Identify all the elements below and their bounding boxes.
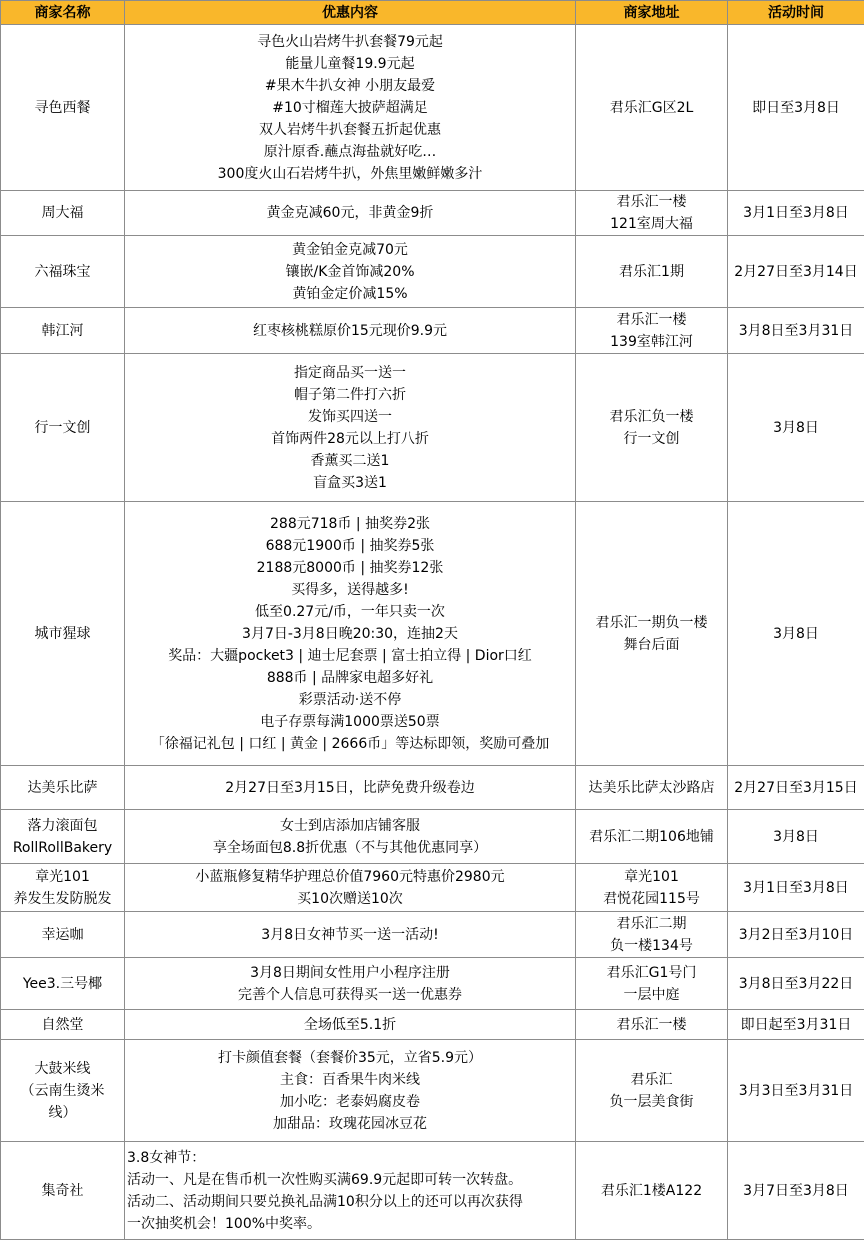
- cell-line: 舞台后面: [623, 636, 680, 653]
- activity-time-cell: [728, 502, 864, 766]
- cell-line: 主食：百香果牛肉米线: [280, 1071, 420, 1088]
- cell-line: 活动二、活动期间只要兑换礼品满10积分以上的还可以再次获得: [127, 1193, 523, 1210]
- table-row: [1, 308, 864, 354]
- cell-line: 加小吃：老泰妈腐皮卷: [280, 1093, 420, 1110]
- cell-line: 君悦花园115号: [603, 890, 700, 907]
- offer-content-cell: [125, 1010, 576, 1040]
- cell-line: 3月8日: [773, 625, 819, 642]
- cell-line: 享全场面包8.8折优惠（不与其他优惠同享）: [212, 839, 488, 856]
- cell-line: 即日起至3月31日: [740, 1016, 852, 1033]
- cell-line: 3月8日至3月31日: [738, 322, 854, 339]
- cell-line: 3月7日至3月8日: [743, 1182, 849, 1199]
- merchant-address-cell: [576, 766, 728, 810]
- cell-line: 3.8女神节：: [127, 1149, 206, 1166]
- cell-line: 3月3日至3月31日: [738, 1082, 854, 1099]
- cell-line: 达美乐比萨: [27, 779, 98, 796]
- cell-line: 盲盒买3送1: [313, 474, 387, 491]
- cell-line: 发饰买四送一: [308, 408, 392, 425]
- cell-line: 黄金克减60元，非黄金9折: [266, 205, 434, 221]
- cell-line: 幸运咖: [41, 926, 84, 943]
- activity-time-cell: [728, 864, 864, 912]
- offer-content-cell: [125, 191, 576, 236]
- cell-line: 黄金铂金克减70元: [292, 241, 408, 258]
- merchant-name-cell: [1, 810, 125, 864]
- cell-line: 君乐汇二期106地铺: [589, 828, 714, 845]
- cell-line: 888币 | 品牌家电超多好礼: [266, 669, 434, 686]
- merchant-name-cell: [1, 236, 125, 308]
- merchant-address-cell: [576, 810, 728, 864]
- cell-line: 3月8日至3月22日: [738, 975, 854, 992]
- offer-content-cell: [125, 236, 576, 308]
- activity-time-cell: [728, 766, 864, 810]
- cell-line: 3月8日期间女性用户小程序注册: [250, 964, 450, 981]
- cell-line: #果木牛扒女神 小朋友最爱: [264, 77, 436, 94]
- merchant-address-cell: [576, 864, 728, 912]
- cell-line: 君乐汇: [630, 1071, 673, 1088]
- merchant-address-cell: [576, 1142, 728, 1240]
- table-row: [1, 810, 864, 864]
- merchant-name-cell: [1, 912, 125, 958]
- merchant-name-cell: [1, 1010, 125, 1040]
- merchant-address-cell: [576, 1010, 728, 1040]
- cell-line: 一层中庭: [623, 986, 680, 1003]
- activity-time-cell: [728, 236, 864, 308]
- cell-line: 首饰两件28元以上打八折: [271, 430, 429, 447]
- merchant-name-cell: [1, 502, 125, 766]
- cell-line: 镶嵌/K金首饰减20%: [285, 263, 415, 280]
- cell-line: 君乐汇一期负一楼: [595, 614, 708, 631]
- merchant-name-cell: [1, 958, 125, 1010]
- cell-line: 自然堂: [41, 1016, 84, 1033]
- cell-line: 君乐汇一楼: [616, 194, 687, 210]
- cell-line: 电子存票每满1000票送50票: [260, 713, 440, 730]
- cell-line: 章光101: [624, 868, 679, 885]
- cell-line: 3月8日女神节买一送一活动!: [261, 926, 439, 943]
- cell-line: 君乐汇1楼A122: [600, 1182, 703, 1199]
- cell-line: 帽子第二件打六折: [294, 386, 406, 403]
- cell-line: 君乐汇1期: [619, 263, 684, 280]
- cell-line: 韩江河: [41, 322, 84, 339]
- cell-line: 负一楼134号: [610, 937, 693, 954]
- offer-content-cell: [125, 1040, 576, 1142]
- cell-line: 能量儿童餐19.9元起: [285, 55, 415, 72]
- activity-time-cell: [728, 1040, 864, 1142]
- cell-line: 城市猩球: [34, 625, 91, 642]
- header-row: [1, 1, 864, 25]
- cell-line: 奖品：大疆pocket3 | 迪士尼套票 | 富士拍立得 | Dior口红: [168, 647, 532, 664]
- merchant-address-cell: [576, 1040, 728, 1142]
- table-row: [1, 1040, 864, 1142]
- activity-time-cell: [728, 1142, 864, 1240]
- table-row: [1, 766, 864, 810]
- header-activity-time: 活动时间: [728, 1, 864, 25]
- cell-line: 3月1日至3月8日: [743, 205, 849, 221]
- cell-line: 负一层美食街: [609, 1093, 694, 1110]
- cell-line: 君乐汇一楼: [616, 1016, 687, 1033]
- offer-content-cell: [125, 25, 576, 191]
- offer-content-cell: [125, 766, 576, 810]
- table-row: [1, 912, 864, 958]
- merchant-name-cell: [1, 25, 125, 191]
- cell-line: 大鼓米线: [34, 1060, 91, 1077]
- cell-line: 周大福: [41, 205, 84, 221]
- table-row: [1, 864, 864, 912]
- cell-line: 指定商品买一送一: [294, 364, 406, 381]
- cell-line: 达美乐比萨太沙路店: [588, 779, 715, 796]
- merchant-name-cell: [1, 766, 125, 810]
- cell-line: 落力滚面包: [27, 817, 98, 834]
- merchant-name-cell: [1, 191, 125, 236]
- merchant-name-cell: [1, 1040, 125, 1142]
- cell-line: 寻色火山岩烤牛扒套餐79元起: [257, 33, 443, 50]
- table-row: [1, 354, 864, 502]
- cell-line: 行一文创: [623, 430, 680, 447]
- cell-line: 活动一、凡是在售币机一次性购买满69.9元起即可转一次转盘。: [127, 1171, 523, 1188]
- cell-line: 300度火山石岩烤牛扒，外焦里嫩鲜嫩多汁: [217, 165, 483, 182]
- cell-line: 彩票活动·送不停: [298, 691, 402, 708]
- table-row: [1, 1010, 864, 1040]
- cell-line: 121室周大福: [610, 216, 693, 232]
- cell-line: 原汁原香.蘸点海盐就好吃…: [263, 143, 437, 160]
- cell-line: 低至0.27元/币，一年只卖一次: [255, 603, 445, 620]
- cell-line: 打卡颜值套餐（套餐价35元，立省5.9元）: [217, 1049, 483, 1066]
- cell-line: 3月2日至3月10日: [738, 926, 854, 943]
- offer-content-cell: [125, 810, 576, 864]
- table-row: [1, 1142, 864, 1240]
- cell-line: RollRollBakery: [12, 839, 113, 856]
- table-body: [1, 25, 864, 1240]
- cell-line: 3月8日: [773, 419, 819, 436]
- cell-line: 寻色西餐: [34, 99, 91, 116]
- cell-line: 行一文创: [34, 419, 91, 436]
- cell-line: 2188元8000币 | 抽奖券12张: [256, 559, 444, 576]
- merchant-address-cell: [576, 912, 728, 958]
- table-row: [1, 236, 864, 308]
- cell-line: 六福珠宝: [34, 263, 91, 280]
- cell-line: 2月27日至3月15日，比萨免费升级卷边: [225, 779, 475, 796]
- offer-content-cell: [125, 1142, 576, 1240]
- offer-content-cell: [125, 354, 576, 502]
- cell-line: 3月1日至3月8日: [743, 879, 849, 896]
- table-row: [1, 191, 864, 236]
- activity-time-cell: [728, 958, 864, 1010]
- cell-line: 集奇社: [41, 1182, 84, 1199]
- cell-line: 即日至3月8日: [752, 99, 840, 116]
- merchant-name-cell: [1, 308, 125, 354]
- cell-line: 2月27日至3月14日: [734, 263, 858, 280]
- header-offer-content: 优惠内容: [125, 1, 576, 25]
- merchant-address-cell: [576, 25, 728, 191]
- activity-time-cell: [728, 191, 864, 236]
- offer-content-cell: [125, 502, 576, 766]
- merchant-name-cell: [1, 1142, 125, 1240]
- merchant-name-cell: [1, 864, 125, 912]
- table-row: [1, 25, 864, 191]
- cell-line: 养发生发防脱发: [13, 890, 112, 907]
- merchant-address-cell: [576, 958, 728, 1010]
- cell-line: 双人岩烤牛扒套餐五折起优惠: [259, 121, 441, 138]
- cell-line: 139室韩江河: [610, 333, 693, 350]
- cell-line: Yee3.三号椰: [22, 975, 103, 992]
- cell-line: 加甜品：玫瑰花园冰豆花: [273, 1115, 427, 1132]
- cell-line: 小蓝瓶修复精华护理总价值7960元特惠价2980元: [195, 868, 505, 885]
- header-merchant-address: 商家地址: [576, 1, 728, 25]
- cell-line: 买10次赠送10次: [297, 890, 403, 907]
- offer-content-cell: [125, 958, 576, 1010]
- cell-line: 2月27日至3月15日: [734, 779, 858, 796]
- cell-line: （云南生烫米: [20, 1082, 105, 1099]
- cell-line: 3月7日-3月8日晚20:30，连抽2天: [242, 625, 458, 642]
- activity-time-cell: [728, 912, 864, 958]
- header-merchant-name: 商家名称: [1, 1, 125, 25]
- cell-line: 688元1900币 | 抽奖券5张: [265, 537, 435, 554]
- cell-line: 君乐汇二期: [616, 915, 687, 932]
- cell-line: 「徐福记礼包 | 口红 | 黄金 | 2666币」等达标即领，奖励可叠加: [150, 735, 550, 752]
- merchant-address-cell: [576, 502, 728, 766]
- cell-line: 黄铂金定价减15%: [292, 285, 408, 302]
- activity-time-cell: [728, 25, 864, 191]
- cell-line: 3月8日: [773, 828, 819, 845]
- table-row: [1, 958, 864, 1010]
- table-row: [1, 502, 864, 766]
- activity-time-cell: [728, 1010, 864, 1040]
- activity-time-cell: [728, 810, 864, 864]
- offer-content-cell: [125, 864, 576, 912]
- cell-line: 君乐汇一楼: [616, 311, 687, 328]
- cell-line: 君乐汇G区2L: [609, 99, 694, 116]
- merchant-address-cell: [576, 308, 728, 354]
- cell-line: 君乐汇负一楼: [609, 408, 694, 425]
- merchant-address-cell: [576, 236, 728, 308]
- offer-content-cell: [125, 308, 576, 354]
- cell-line: 线）: [48, 1104, 77, 1121]
- cell-line: #10寸榴莲大披萨超满足: [272, 99, 428, 116]
- merchant-address-cell: [576, 191, 728, 236]
- cell-line: 章光101: [35, 868, 90, 885]
- activity-time-cell: [728, 354, 864, 502]
- cell-line: 君乐汇G1号门: [606, 964, 697, 981]
- cell-line: 红枣核桃糕原价15元现价9.9元: [252, 322, 448, 339]
- cell-line: 香薰买二送1: [310, 452, 390, 469]
- cell-line: 一次抽奖机会！100%中奖率。: [127, 1215, 322, 1232]
- cell-line: 买得多，送得越多!: [291, 581, 409, 598]
- cell-line: 完善个人信息可获得买一送一优惠券: [238, 986, 462, 1003]
- cell-line: 全场低至5.1折: [303, 1016, 397, 1033]
- cell-line: 女士到店添加店铺客服: [280, 817, 420, 834]
- activity-time-cell: [728, 308, 864, 354]
- cell-line: 288元718币 | 抽奖券2张: [270, 515, 430, 532]
- offer-content-cell: [125, 912, 576, 958]
- merchant-name-cell: [1, 354, 125, 502]
- merchant-address-cell: [576, 354, 728, 502]
